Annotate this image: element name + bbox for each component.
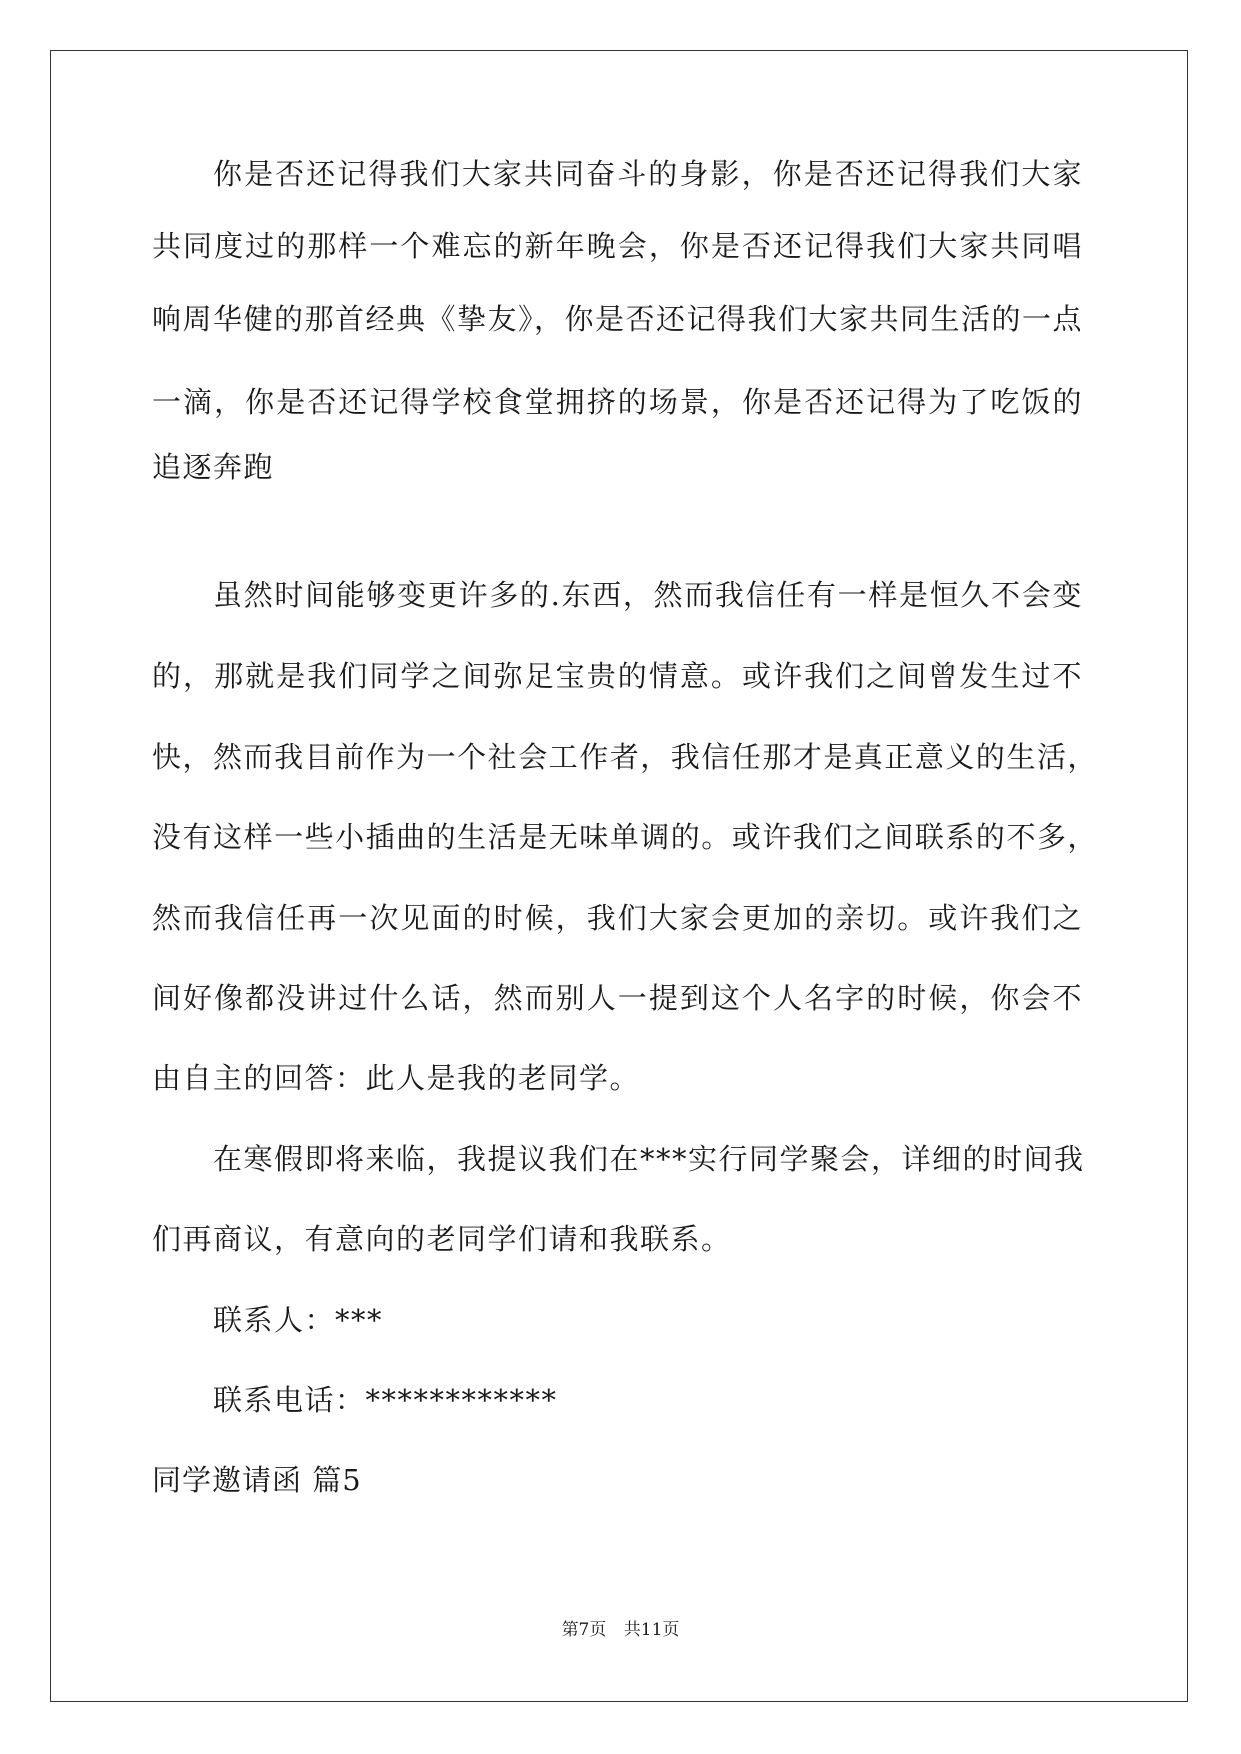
paragraph-2-line-3: 快，然而我目前作为一个社会工作者，我信任那才是真正意义的生活， [152, 740, 1098, 774]
paragraph-2-line-4: 没有这样一些小插曲的生活是无味单调的。或许我们之间联系的不多， [152, 820, 1098, 854]
paragraph-2-line-1: 虽然时间能够变更许多的.东西，然而我信任有一样是恒久不会变 [213, 578, 1083, 612]
paragraph-2-line-5: 然而我信任再一次见面的时候，我们大家会更加的亲切。或许我们之 [152, 901, 1083, 935]
page-number-total: 共11页 [623, 1620, 680, 1640]
paragraph-2-line-2: 的，那就是我们同学之间弥足宝贵的情意。或许我们之间曾发生过不 [152, 659, 1083, 693]
section-heading: 同学邀请函 篇5 [152, 1463, 362, 1497]
page-footer [0, 1620, 1241, 1640]
page-number-current: 第7页 [561, 1620, 607, 1640]
page-frame [50, 50, 1188, 1702]
paragraph-1-line-5: 追逐奔跑 [152, 450, 275, 484]
paragraph-1-line-4: 一滴，你是否还记得学校食堂拥挤的场景，你是否还记得为了吃饭的 [152, 385, 1083, 419]
paragraph-3-line-2: 们再商议，有意向的老同学们请和我联系。 [152, 1222, 732, 1256]
paragraph-1-line-3: 响周华健的那首经典《挚友》，你是否还记得我们大家共同生活的一点 [152, 302, 1084, 336]
paragraph-3-line-1: 在寒假即将来临，我提议我们在***实行同学聚会，详细的时间我 [213, 1142, 1085, 1176]
paragraph-1-line-2: 共同度过的那样一个难忘的新年晚会，你是否还记得我们大家共同唱 [152, 229, 1083, 263]
paragraph-2-line-6: 间好像都没讲过什么话，然而别人一提到这个人名字的时候，你会不 [152, 981, 1083, 1015]
paragraph-2-line-7: 由自主的回答：此人是我的老同学。 [152, 1061, 641, 1095]
contact-person: 联系人：*** [213, 1303, 384, 1337]
contact-phone: 联系电话：************ [213, 1383, 558, 1417]
paragraph-1-line-1: 你是否还记得我们大家共同奋斗的身影，你是否还记得我们大家 [213, 157, 1083, 191]
